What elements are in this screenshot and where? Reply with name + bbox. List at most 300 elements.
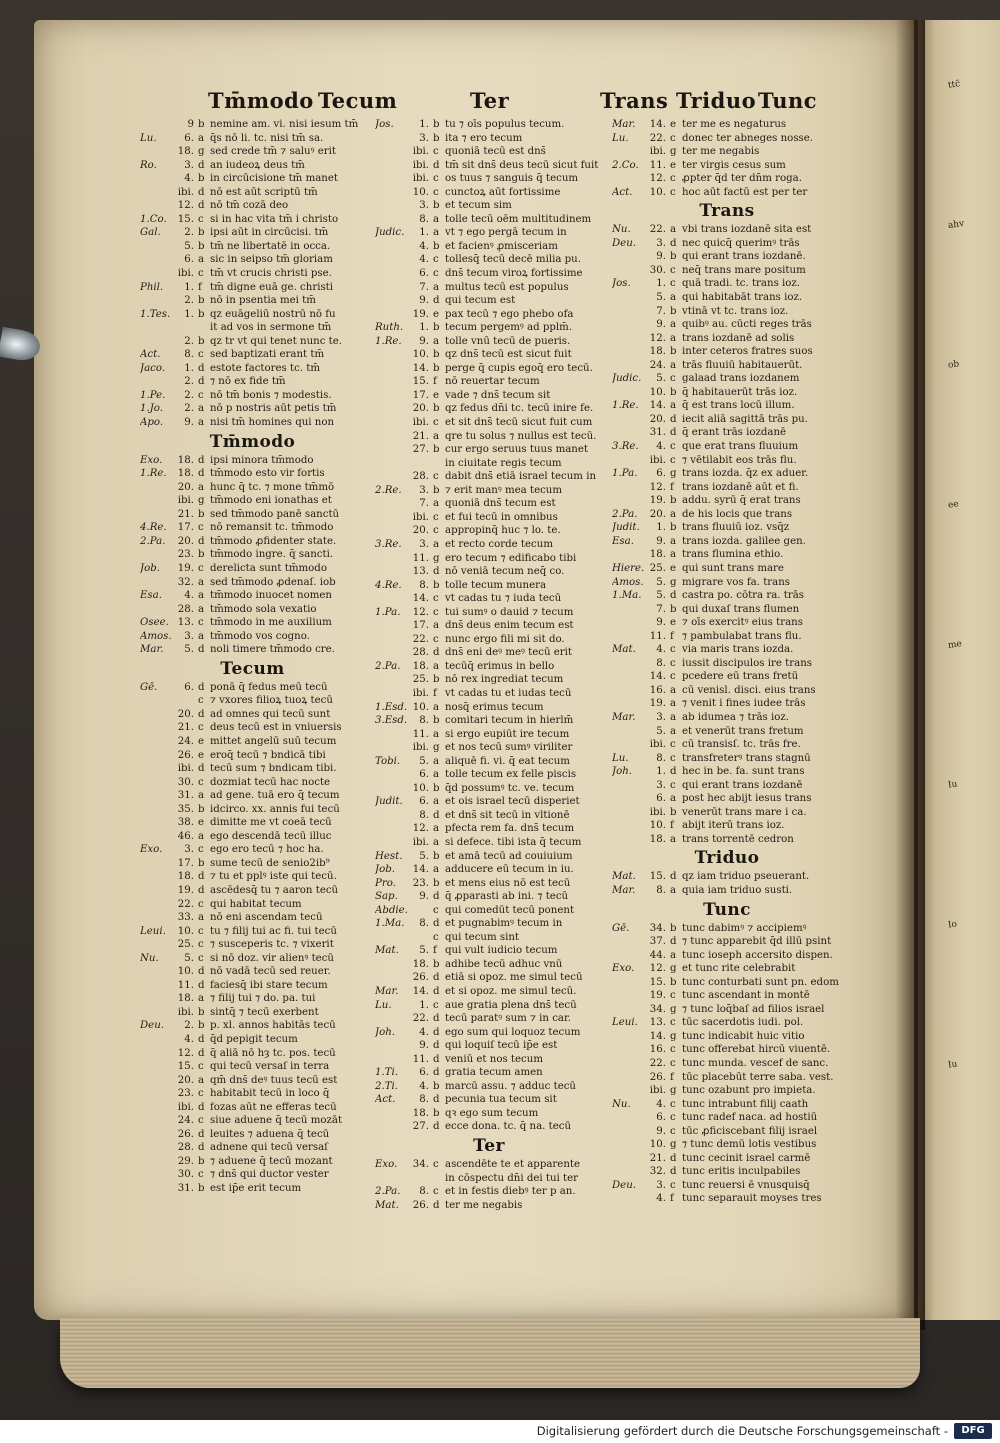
concordance-entry bbox=[375, 226, 603, 240]
section-letter: g bbox=[670, 963, 677, 975]
section-letter: b bbox=[670, 522, 677, 534]
section-letter: a bbox=[433, 836, 440, 848]
chapter-number: 14. bbox=[649, 671, 666, 683]
concordance-entry bbox=[612, 806, 842, 820]
book-reference bbox=[612, 332, 646, 346]
chapter-number: 8. bbox=[419, 809, 429, 821]
chapter-number: 5. bbox=[656, 373, 666, 385]
section-letter: c bbox=[198, 722, 204, 734]
chapter-number: 19. bbox=[649, 990, 666, 1002]
chapter-number: 11. bbox=[649, 630, 666, 642]
entry-text: qui erant trans iozdanē bbox=[682, 779, 803, 791]
book-reference bbox=[140, 1060, 174, 1074]
book-reference bbox=[375, 782, 409, 796]
section-letter: b bbox=[670, 806, 677, 818]
concordance-entry bbox=[375, 145, 603, 159]
entry-text: q̄ est trans locū illum. bbox=[682, 400, 795, 412]
book-reference bbox=[612, 725, 646, 739]
concordance-entry bbox=[140, 911, 365, 925]
section-letter: d bbox=[670, 427, 677, 439]
section-letter: d bbox=[433, 295, 440, 307]
book-reference: Mar. bbox=[612, 711, 636, 723]
entry-text: q̄ aliā nō hȝ tc. pos. tecū bbox=[210, 1047, 336, 1059]
entry-text: cū transisſ. tc. trās fre. bbox=[682, 739, 801, 751]
chapter-number: 17. bbox=[177, 857, 194, 869]
book-reference bbox=[375, 430, 409, 444]
section-letter: g bbox=[670, 468, 677, 480]
entry-text: et tunc rite celebrabit bbox=[682, 963, 796, 975]
book-reference bbox=[140, 1074, 174, 1088]
concordance-entry bbox=[375, 809, 603, 823]
entry-text: it ad vos in sermone tm̄ bbox=[210, 322, 332, 334]
entry-text: hunc q̄ tc. ⁊ mone tm̄mō bbox=[210, 481, 335, 493]
entry-text: ad omnes qui tecū sunt bbox=[210, 708, 331, 720]
book-reference: Act. bbox=[140, 349, 161, 361]
entry-text: donec ter abneges nosse. bbox=[682, 132, 814, 144]
section-letter: b bbox=[198, 240, 205, 252]
chapter-number: ibi. bbox=[649, 806, 666, 818]
section-letter: d bbox=[198, 186, 205, 198]
chapter-number: 10. bbox=[649, 386, 666, 398]
concordance-entry bbox=[375, 931, 603, 945]
chapter-number: 10. bbox=[649, 820, 666, 832]
entry-text: qui tecū versaſ in terra bbox=[210, 1061, 330, 1073]
concordance-entry bbox=[612, 1165, 842, 1179]
section-letter: c bbox=[433, 268, 439, 280]
entry-text: nō tm̄ cozā deo bbox=[210, 200, 289, 212]
headword: Trans bbox=[600, 88, 669, 113]
section-letter: d bbox=[198, 1047, 205, 1059]
section-heading: Triduo bbox=[694, 848, 760, 869]
chapter-number: 6. bbox=[419, 769, 429, 781]
chapter-number: 10. bbox=[649, 1139, 666, 1151]
book-reference bbox=[140, 992, 174, 1006]
entry-text: castra po. cōtra ra. trās bbox=[682, 590, 805, 602]
concordance-entry bbox=[612, 1125, 842, 1139]
book-reference bbox=[375, 145, 409, 159]
concordance-entry bbox=[375, 850, 603, 864]
entry-text: q̄ ꝓparasti ab ini. ⁊ tecū bbox=[445, 891, 569, 903]
concordance-entry bbox=[375, 213, 603, 227]
concordance-entry bbox=[375, 904, 603, 918]
facing-page-fragment: Io bbox=[947, 919, 958, 931]
concordance-entry bbox=[375, 402, 603, 416]
book-reference: Act. bbox=[612, 186, 633, 198]
entry-text: ⁊ tunc loq̄baſ ad filios israel bbox=[682, 1003, 825, 1015]
concordance-entry bbox=[375, 470, 603, 484]
section-letter: b bbox=[670, 495, 677, 507]
concordance-entry bbox=[140, 118, 365, 132]
entry-text: trans fluuiū ioz. vsq̄z bbox=[682, 522, 790, 534]
chapter-number: 25. bbox=[177, 939, 194, 951]
section-letter: b bbox=[433, 132, 440, 144]
concordance-entry bbox=[612, 819, 842, 833]
chapter-number: 9. bbox=[419, 295, 429, 307]
section-letter: d bbox=[198, 1101, 205, 1113]
chapter-number: 5. bbox=[419, 850, 429, 862]
entry-text: nō veniā tecum neq̄ co. bbox=[445, 566, 565, 578]
section-letter: b bbox=[433, 850, 440, 862]
section-letter: d bbox=[433, 918, 440, 930]
entry-text: ipsi aūt in circūcisi. tm̄ bbox=[210, 227, 329, 239]
entry-text: et in festis diebꝰ ter p an. bbox=[445, 1186, 576, 1198]
book-reference bbox=[612, 359, 646, 373]
entry-text: tunc separauit moyses tres bbox=[682, 1193, 822, 1205]
entry-text: tunc cecinit israel carmē bbox=[682, 1152, 811, 1164]
book-reference: 3.Re. bbox=[375, 538, 402, 550]
entry-text: tunc ascendant in montē bbox=[682, 990, 810, 1002]
chapter-number bbox=[409, 1172, 433, 1186]
book-reference: Judit. bbox=[612, 522, 640, 534]
concordance-entry bbox=[612, 670, 842, 684]
concordance-entry bbox=[140, 1019, 365, 1033]
section-letter: f bbox=[670, 481, 674, 493]
concordance-entry bbox=[375, 890, 603, 904]
entry-text: ecce dona. tc. q̄ na. tecū bbox=[445, 1121, 572, 1133]
section-letter: c bbox=[198, 213, 204, 225]
section-letter: a bbox=[433, 335, 440, 347]
book-reference: 1.Ma. bbox=[612, 590, 642, 602]
entry-text: ⁊ vētilabit eos trās flu. bbox=[682, 454, 797, 466]
concordance-entry bbox=[375, 592, 603, 606]
concordance-column-3 bbox=[612, 118, 842, 1206]
chapter-number bbox=[409, 931, 433, 945]
section-letter: b bbox=[433, 119, 440, 130]
dfg-logo[interactable]: DFG bbox=[954, 1423, 992, 1439]
concordance-entry bbox=[612, 426, 842, 440]
section-letter: f bbox=[433, 376, 437, 388]
section-letter: f bbox=[670, 1071, 674, 1083]
chapter-number: 5. bbox=[184, 240, 194, 252]
book-reference bbox=[375, 524, 409, 538]
entry-text: qm̄ dns̄ deꝰ tuus tecū est bbox=[210, 1074, 338, 1086]
entry-text: iecit aliā sagittā trās pu. bbox=[682, 413, 808, 425]
book-reference bbox=[612, 1165, 646, 1179]
chapter-number: 14. bbox=[649, 400, 666, 412]
entry-text: tecūq̄ erimus in bello bbox=[445, 660, 555, 672]
entry-text: quoniā tecū est dns̄ bbox=[445, 146, 546, 158]
entry-text: pecunia tua tecum sit bbox=[445, 1094, 557, 1106]
chapter-number: 3. bbox=[419, 484, 429, 496]
chapter-number: 31. bbox=[177, 1183, 194, 1195]
book-reference bbox=[140, 172, 174, 186]
book-reference bbox=[612, 1125, 646, 1139]
entry-text: deus tecū est in vniuersis bbox=[210, 722, 342, 734]
concordance-entry bbox=[612, 145, 842, 159]
book-reference: Exo. bbox=[375, 1159, 398, 1171]
book-reference bbox=[375, 294, 409, 308]
section-letter: g bbox=[670, 1003, 677, 1015]
book-reference bbox=[375, 741, 409, 755]
entry-text: si in hac vita tm̄ i christo bbox=[210, 213, 339, 225]
chapter-number: 11. bbox=[412, 728, 429, 740]
concordance-entry bbox=[140, 857, 365, 871]
concordance-entry bbox=[375, 1185, 603, 1199]
concordance-entry bbox=[612, 332, 842, 346]
concordance-entry bbox=[140, 870, 365, 884]
section-letter: c bbox=[198, 939, 204, 951]
concordance-entry bbox=[612, 1043, 842, 1057]
entry-text: ab idumea ⁊ trās ioz. bbox=[682, 711, 789, 723]
concordance-entry bbox=[375, 484, 603, 498]
headword: Triduo bbox=[676, 88, 757, 113]
chapter-number: 17. bbox=[412, 389, 429, 401]
book-reference bbox=[140, 1168, 174, 1182]
chapter-number: 5. bbox=[184, 644, 194, 656]
concordance-entry bbox=[612, 779, 842, 793]
chapter-number: 46. bbox=[177, 830, 194, 842]
book-reference bbox=[612, 1138, 646, 1152]
book-reference bbox=[612, 426, 646, 440]
chapter-number: 14. bbox=[412, 986, 429, 997]
book-reference bbox=[375, 240, 409, 254]
section-letter: d bbox=[670, 1152, 677, 1164]
concordance-entry bbox=[612, 562, 842, 576]
entry-text: veniū et nos tecum bbox=[445, 1053, 543, 1065]
concordance-entry bbox=[375, 1026, 603, 1040]
entry-text: ⁊ pambulabat trans flu. bbox=[682, 630, 802, 642]
entry-text: idcirco. xx. annis fui tecū bbox=[210, 803, 340, 815]
chapter-number: ibi. bbox=[412, 836, 429, 848]
concordance-entry bbox=[612, 684, 842, 698]
facing-page-fragment: Iu bbox=[947, 1059, 959, 1071]
book-reference: Gē. bbox=[612, 922, 630, 934]
concordance-entry bbox=[612, 1138, 842, 1152]
section-heading: Trans bbox=[699, 201, 755, 222]
entry-text: ad gene. tuā ero q̄ tecum bbox=[210, 790, 340, 802]
chapter-number: 20. bbox=[649, 508, 666, 520]
concordance-entry bbox=[375, 335, 603, 349]
concordance-entry bbox=[140, 1182, 365, 1196]
concordance-entry bbox=[612, 1111, 842, 1125]
section-letter: a bbox=[433, 864, 440, 876]
book-reference bbox=[612, 145, 646, 159]
book-reference bbox=[375, 565, 409, 579]
book-reference bbox=[140, 1101, 174, 1115]
chapter-number: 5. bbox=[656, 576, 666, 588]
book-reference: Apo. bbox=[140, 417, 164, 429]
section-letter: b bbox=[433, 322, 440, 334]
chapter-number: 19. bbox=[649, 495, 666, 507]
concordance-entry bbox=[140, 145, 365, 159]
section-letter: c bbox=[670, 990, 676, 1002]
entry-text: vt cadas tu ⁊ iuda tecū bbox=[445, 593, 562, 605]
section-letter: c bbox=[433, 417, 439, 429]
entry-text: qz iam triduo pseuerant. bbox=[682, 871, 810, 883]
book-reference bbox=[140, 789, 174, 803]
section-letter: d bbox=[198, 1142, 205, 1154]
chapter-number: 21. bbox=[177, 722, 194, 734]
concordance-entry bbox=[140, 1087, 365, 1101]
chapter-number: 24. bbox=[177, 735, 194, 747]
book-reference bbox=[140, 603, 174, 617]
section-letter: a bbox=[198, 1074, 205, 1086]
chapter-number: 1. bbox=[184, 362, 194, 374]
section-letter: d bbox=[670, 413, 677, 425]
facing-page-fragment: ee bbox=[947, 499, 960, 511]
concordance-entry bbox=[140, 508, 365, 522]
entry-text: galaad trans iozdanem bbox=[682, 373, 800, 385]
concordance-entry bbox=[140, 521, 365, 535]
section-letter bbox=[433, 1172, 445, 1186]
concordance-entry bbox=[612, 1016, 842, 1030]
section-letter: c bbox=[670, 1179, 676, 1191]
book-reference: Leui. bbox=[612, 1017, 638, 1029]
section-letter: b bbox=[433, 958, 440, 970]
entry-text: q̄ habitauerūt trās ioz. bbox=[682, 386, 798, 398]
book-reference bbox=[140, 1047, 174, 1061]
concordance-entry bbox=[375, 795, 603, 809]
chapter-number: 7. bbox=[419, 281, 429, 293]
book-reference: Lu. bbox=[612, 132, 629, 144]
chapter-number: 5. bbox=[656, 725, 666, 737]
concordance-entry bbox=[612, 172, 842, 186]
section-letter: a bbox=[670, 292, 677, 304]
section-letter: c bbox=[433, 186, 439, 198]
concordance-entry bbox=[375, 999, 603, 1013]
entry-text: qui sunt trans mare bbox=[682, 562, 784, 574]
section-letter: f bbox=[670, 630, 674, 642]
entry-text: si ergo eupiūt ire tecum bbox=[445, 728, 570, 740]
book-reference bbox=[375, 1012, 409, 1026]
entry-text: ⁊ tunc demū lotis vestibus bbox=[682, 1139, 817, 1151]
concordance-entry bbox=[140, 454, 365, 468]
concordance-entry bbox=[612, 1030, 842, 1044]
entry-text: ter me negabis bbox=[445, 1199, 523, 1211]
entry-text: ⁊ aduene q̄ tecū mozant bbox=[210, 1155, 333, 1167]
chapter-number: 10. bbox=[412, 782, 429, 794]
entry-text: hoc aūt factū est per ter bbox=[682, 186, 808, 198]
entry-text: quia iam triduo susti. bbox=[682, 884, 793, 896]
entry-text: transfreterꝰ trans stagnū bbox=[682, 752, 811, 764]
concordance-entry bbox=[140, 375, 365, 389]
book-reference bbox=[612, 616, 646, 630]
book-reference: 2.Pa. bbox=[375, 1186, 401, 1198]
book-reference: Hest. bbox=[375, 850, 403, 862]
section-letter: b bbox=[198, 335, 205, 347]
concordance-entry bbox=[375, 1093, 603, 1107]
concordance-entry bbox=[140, 803, 365, 817]
book-reference: Judit. bbox=[375, 796, 403, 808]
section-heading: Tunc bbox=[703, 899, 751, 920]
section-letter: c bbox=[670, 657, 676, 669]
chapter-number: 9. bbox=[656, 1125, 666, 1137]
section-letter: a bbox=[433, 728, 440, 740]
chapter-number: 8. bbox=[656, 752, 666, 764]
concordance-entry bbox=[140, 1060, 365, 1074]
book-reference bbox=[375, 822, 409, 836]
book-reference bbox=[375, 172, 409, 186]
entry-text: qre tu solus ⁊ nullus est tecū. bbox=[445, 430, 597, 442]
chapter-number: 25. bbox=[649, 562, 666, 574]
entry-text: tu ⁊ filij tui ac fi. tui tecū bbox=[210, 925, 337, 937]
section-letter: a bbox=[670, 884, 677, 896]
section-letter: c bbox=[198, 1169, 204, 1181]
chapter-number: ibi. bbox=[177, 1006, 194, 1018]
book-reference bbox=[375, 768, 409, 782]
concordance-entry bbox=[612, 467, 842, 481]
concordance-entry bbox=[375, 741, 603, 755]
entry-text: tollesq̄ tecū decē milia pu. bbox=[445, 254, 581, 266]
facing-page-fragment: ttc̄ bbox=[947, 79, 961, 91]
concordance-entry bbox=[375, 159, 603, 173]
entry-text: tm̄ digne euā ge. christi bbox=[210, 281, 334, 293]
entry-text: inter ceteros fratres suos bbox=[682, 346, 813, 358]
book-reference bbox=[375, 619, 409, 633]
entry-text: ita ⁊ ero tecum bbox=[445, 132, 523, 144]
concordance-entry bbox=[612, 630, 842, 644]
concordance-entry bbox=[612, 237, 842, 251]
concordance-entry bbox=[375, 714, 603, 728]
book-reference: Esa. bbox=[140, 590, 162, 602]
concordance-entry bbox=[375, 375, 603, 389]
section-letter: a bbox=[433, 213, 440, 225]
concordance-entry bbox=[375, 294, 603, 308]
entry-text: ponā q̄ fedus meū tecū bbox=[210, 681, 328, 693]
chapter-number: 6. bbox=[656, 793, 666, 805]
section-letter: d bbox=[433, 986, 440, 997]
entry-text: qz euāgeliū nostrū nō fu bbox=[210, 308, 336, 320]
entry-text: ⁊ tunc apparebit q̄d illū psint bbox=[682, 936, 832, 948]
section-letter: c bbox=[670, 1098, 676, 1110]
section-letter: c bbox=[670, 1017, 676, 1029]
section-heading: Ter bbox=[473, 1136, 505, 1157]
book-reference: 1.Co. bbox=[140, 213, 167, 225]
concordance-entry bbox=[612, 277, 842, 291]
concordance-entry bbox=[612, 1084, 842, 1098]
section-letter: c bbox=[670, 1125, 676, 1137]
chapter-number: ibi. bbox=[412, 742, 429, 754]
book-reference bbox=[375, 186, 409, 200]
entry-text: q̄d possumꝰ tc. ve. tecum bbox=[445, 782, 575, 794]
entry-text: tecū sum ⁊ bndicam tibi. bbox=[210, 763, 337, 775]
entry-text: habitabit tecū in loco q̄ bbox=[210, 1088, 330, 1100]
book-reference bbox=[140, 1182, 174, 1196]
entry-text: q̄d pepigit tecum bbox=[210, 1034, 298, 1045]
entry-text: et tecum sim bbox=[445, 200, 512, 212]
section-letter: b bbox=[198, 1155, 205, 1167]
section-letter: c bbox=[433, 593, 439, 605]
entry-text: tm̄modo esto vir fortis bbox=[210, 468, 325, 480]
book-reference: 1.Ti. bbox=[375, 1067, 399, 1079]
section-letter: c bbox=[198, 522, 204, 534]
entry-text: si nō doz. vir alienꝰ tecū bbox=[210, 952, 334, 964]
book-reference: Mat. bbox=[612, 644, 636, 656]
entry-text: vt cadas tu et iudas tecū bbox=[445, 687, 572, 699]
entry-text: tūc sacerdotis iudi. pol. bbox=[682, 1017, 804, 1029]
book-reference bbox=[612, 976, 646, 990]
facing-page-fragment: Iu bbox=[947, 779, 959, 791]
entry-text: vbi trans iozdanē sita est bbox=[682, 224, 812, 236]
entry-text: neq̄ trans mare positum bbox=[682, 264, 806, 276]
concordance-entry bbox=[140, 898, 365, 912]
chapter-number: 1. bbox=[656, 522, 666, 534]
chapter-number: 4. bbox=[184, 590, 194, 602]
concordance-entry bbox=[140, 1101, 365, 1115]
concordance-entry bbox=[140, 681, 365, 695]
chapter-number: 20. bbox=[177, 535, 194, 547]
section-letter: c bbox=[198, 844, 204, 856]
section-letter: a bbox=[433, 796, 440, 808]
chapter-number: 3. bbox=[419, 538, 429, 550]
section-letter: d bbox=[198, 468, 205, 480]
section-letter: a bbox=[198, 603, 205, 615]
entry-text: et dns̄ sit tecū in vltionē bbox=[445, 809, 570, 821]
book-reference bbox=[612, 494, 646, 508]
chapter-number: ibi. bbox=[412, 687, 429, 699]
book-reference bbox=[375, 633, 409, 647]
book-reference bbox=[375, 646, 409, 660]
